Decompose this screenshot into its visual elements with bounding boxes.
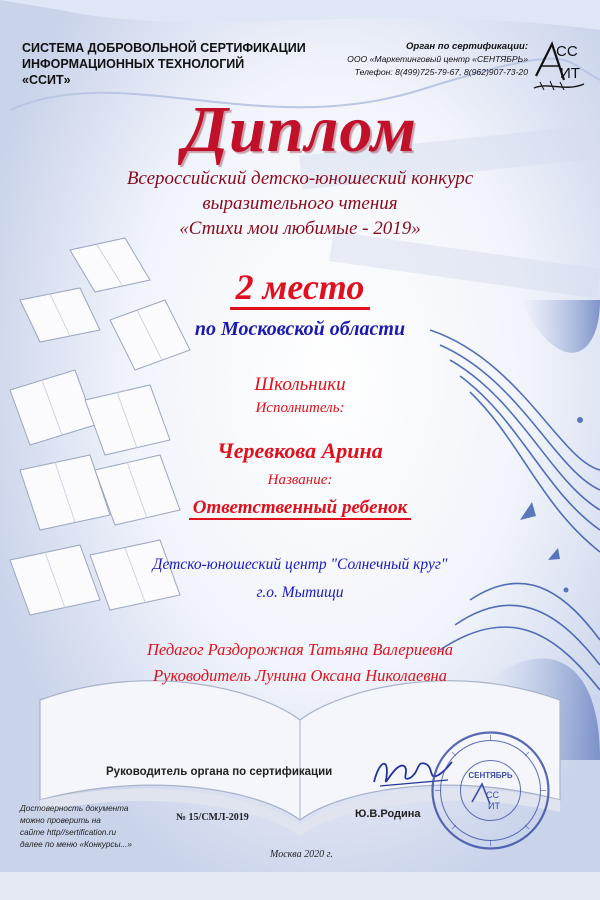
verification-note [20,803,132,851]
place-text: 2 место [230,267,371,310]
place-award [0,266,600,308]
svg-text:ИТ: ИТ [560,65,580,82]
verify-line-1: Достоверность документа [20,804,129,813]
svg-text:СС: СС [556,43,578,60]
verify-line-2: можно проверить на [20,816,101,825]
verify-line-3: сайте http//sertification.ru [20,828,117,837]
svg-text:ИТ: ИТ [488,801,500,811]
org-phone: Телефон: 8(499)725-79-67, 8(962)907-73-20 [354,67,528,77]
stamp-label: СЕНТЯБРЬ [468,771,513,780]
diploma-title: Диплом [182,93,418,166]
category: Школьники [254,374,346,395]
system-line-3: «ССИТ» [22,73,71,87]
certification-system-title [22,40,306,88]
contest-line-1: Всероссийский детско-юношеский конкурс [126,168,474,189]
diploma-number: № 15/СМЛ-2019 [176,812,249,823]
certification-head-label: Руководитель органа по сертификации [106,766,333,778]
svg-text:СС: СС [486,790,499,800]
signatory-name: Ю.В.Родина [355,808,421,820]
work-title-text: Ответственный ребенок [189,497,412,520]
work-title-label: Название: [267,472,333,488]
contest-line-2: выразительного чтения [202,193,398,214]
head-name: Руководитель Лунина Оксана Николаевна [153,666,447,685]
org-label: Орган по сертификации: [406,41,528,52]
org-name: ООО «Маркетинговый центр «СЕНТЯБРЬ» [347,54,528,64]
system-line-1: СИСТЕМА ДОБРОВОЛЬНОЙ СЕРТИФИКАЦИИ [22,41,306,55]
performer-label: Исполнитель: [255,400,345,416]
region: по Московской области [194,318,406,340]
system-line-2: ИНФОРМАЦИОННЫХ ТЕХНОЛОГИЙ [22,57,245,71]
work-title [0,497,600,519]
contest-line-3: «Стихи мои любимые - 2019» [179,218,421,239]
verify-line-4: далее по меню «Конкурсы...» [20,840,132,849]
ssit-logo-icon [530,36,588,96]
organization-city: г.о. Мытищи [256,584,344,601]
teacher-name: Педагог Раздорожная Татьяна Валериевна [146,640,454,659]
certification-body-info [347,40,528,79]
performer-name: Черевкова Арина [217,438,383,463]
round-stamp-icon [428,728,553,853]
place-and-date: Москва 2020 г. [270,849,333,860]
contest-name [0,166,600,241]
organization-name: Детско-юношеский центр "Солнечный круг" [152,556,448,573]
